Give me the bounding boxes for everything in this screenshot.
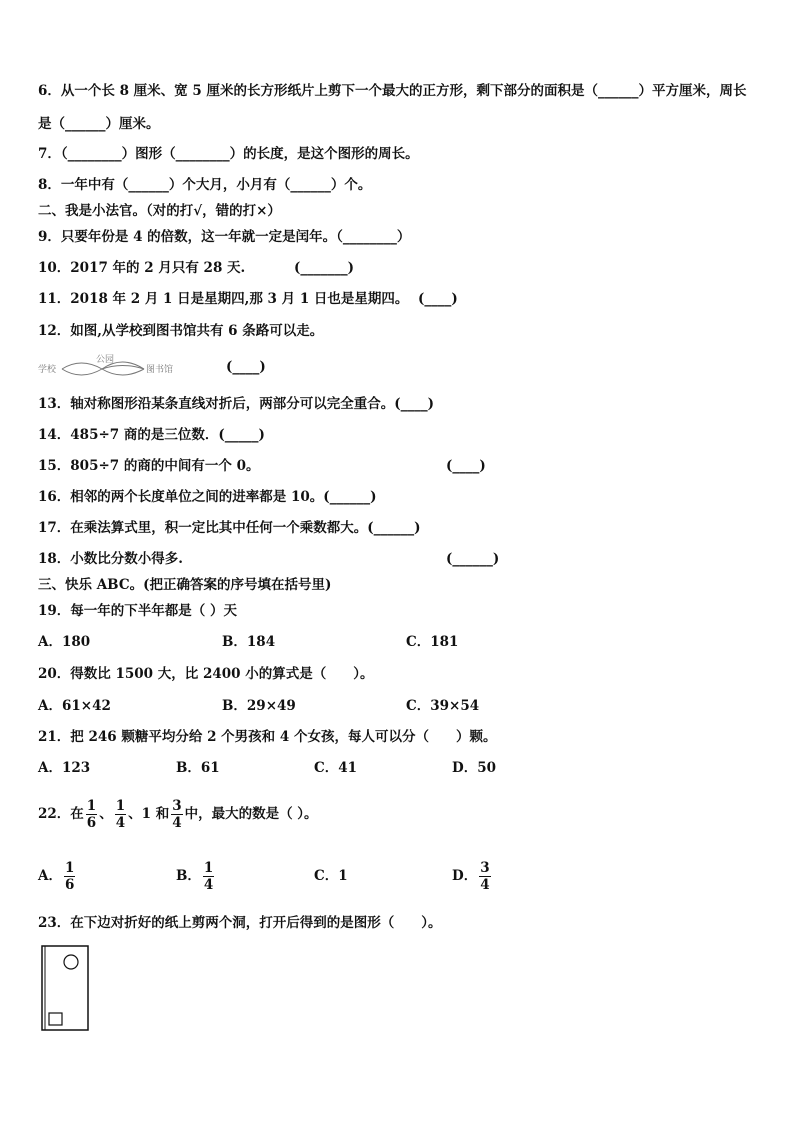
q15: 15．805÷7 的商的中间有一个 0。	[38, 458, 260, 474]
q16: 16．相邻的两个长度单位之间的进率都是 10。(______)	[38, 489, 377, 505]
q12-blank: (____)	[226, 359, 266, 375]
q12-label-library: 图书馆	[146, 365, 174, 375]
q19: 19．每一年的下半年都是（ ）天	[38, 603, 237, 619]
q20-option-a: A．61×42	[38, 698, 111, 714]
q22-fraction-1-6: $\frac{1}{6}$	[86, 798, 97, 831]
q15-blank: (____)	[446, 458, 486, 474]
q23-folded-paper	[41, 945, 89, 1031]
q22-middle: 、1 和	[128, 806, 170, 822]
section-3-heading: 三、快乐 ABC。(把正确答案的序号填在括号里)	[38, 577, 332, 593]
section-2-heading: 二、我是小法官。（对的打√，错的打×）	[38, 203, 281, 219]
q21-option-c: C．41	[314, 760, 358, 776]
q12: 12．如图,从学校到图书馆共有 6 条路可以走。	[38, 323, 324, 339]
q12-label-school: 学校	[38, 365, 57, 375]
q19-option-a: A．180	[38, 634, 91, 650]
q22-fraction-1-4: $\frac{1}{4}$	[115, 798, 126, 831]
q22-option-c: C．1	[314, 868, 348, 884]
q20-option-c: C．39×54	[406, 698, 480, 714]
q7: 7．（________）图形（________）的长度，是这个图形的周长。	[38, 146, 419, 162]
q22	[38, 796, 318, 832]
q22-option-b: B． $\frac{1}{4}$	[176, 860, 214, 893]
q23-paper-diagram	[41, 945, 89, 1031]
q6-line2: 是（______）厘米。	[38, 116, 160, 132]
q18: 18．小数比分数小得多.	[38, 551, 183, 567]
q8: 8．一年中有（______）个大月，小月有（______）个。	[38, 177, 372, 193]
q11-blank: (____)	[418, 291, 458, 307]
q22-option-d: D． $\frac{3}{4}$	[452, 860, 490, 893]
q22-option-a: A． $\frac{1}{6}$	[38, 860, 75, 893]
q13: 13．轴对称图形沿某条直线对折后，两部分可以完全重合。(____)	[38, 396, 435, 412]
q21-option-a: A．123	[38, 760, 91, 776]
q10: 10．2017 年的 2 月只有 28 天.	[38, 260, 246, 276]
q14: 14．485÷7 商的是三位数．(_____)	[38, 427, 265, 443]
q9: 9．只要年份是 4 的倍数，这一年就一定是闰年。（________）	[38, 229, 411, 245]
q22-separator: 、	[99, 806, 113, 822]
q19-option-c: C．181	[406, 634, 459, 650]
q20-option-b: B．29×49	[222, 698, 296, 714]
q22-prefix: 22．在	[38, 806, 84, 822]
q18-blank: (______)	[446, 551, 500, 567]
q11: 11．2018 年 2 月 1 日是星期四,那 3 月 1 日也是星期四。	[38, 291, 409, 307]
q21-option-b: B．61	[176, 760, 220, 776]
q6-line1: 6．从一个长 8 厘米、宽 5 厘米的长方形纸片上剪下一个最大的正方形，剩下部分的面积是（______）平方厘米，周长	[38, 83, 747, 99]
q17: 17．在乘法算式里，积一定比其中任何一个乘数都大。(______)	[38, 520, 421, 536]
q12-label-park: 公园	[96, 355, 115, 365]
q23: 23．在下边对折好的纸上剪两个洞，打开后得到的是图形（ ）。	[38, 915, 442, 931]
q19-option-b: B．184	[222, 634, 276, 650]
q22-suffix: 中，最大的数是（ ）。	[184, 806, 318, 822]
q12-figure	[36, 352, 186, 382]
q21: 21．把 246 颗糖平均分给 2 个男孩和 4 个女孩，每人可以分（ ）颗。	[38, 729, 497, 745]
q10-blank: (_______)	[294, 260, 355, 276]
q21-option-d: D．50	[452, 760, 496, 776]
q22-fraction-3-4: $\frac{3}{4}$	[172, 798, 182, 831]
q20: 20．得数比 1500 大，比 2400 小的算式是（ ）。	[38, 666, 374, 682]
